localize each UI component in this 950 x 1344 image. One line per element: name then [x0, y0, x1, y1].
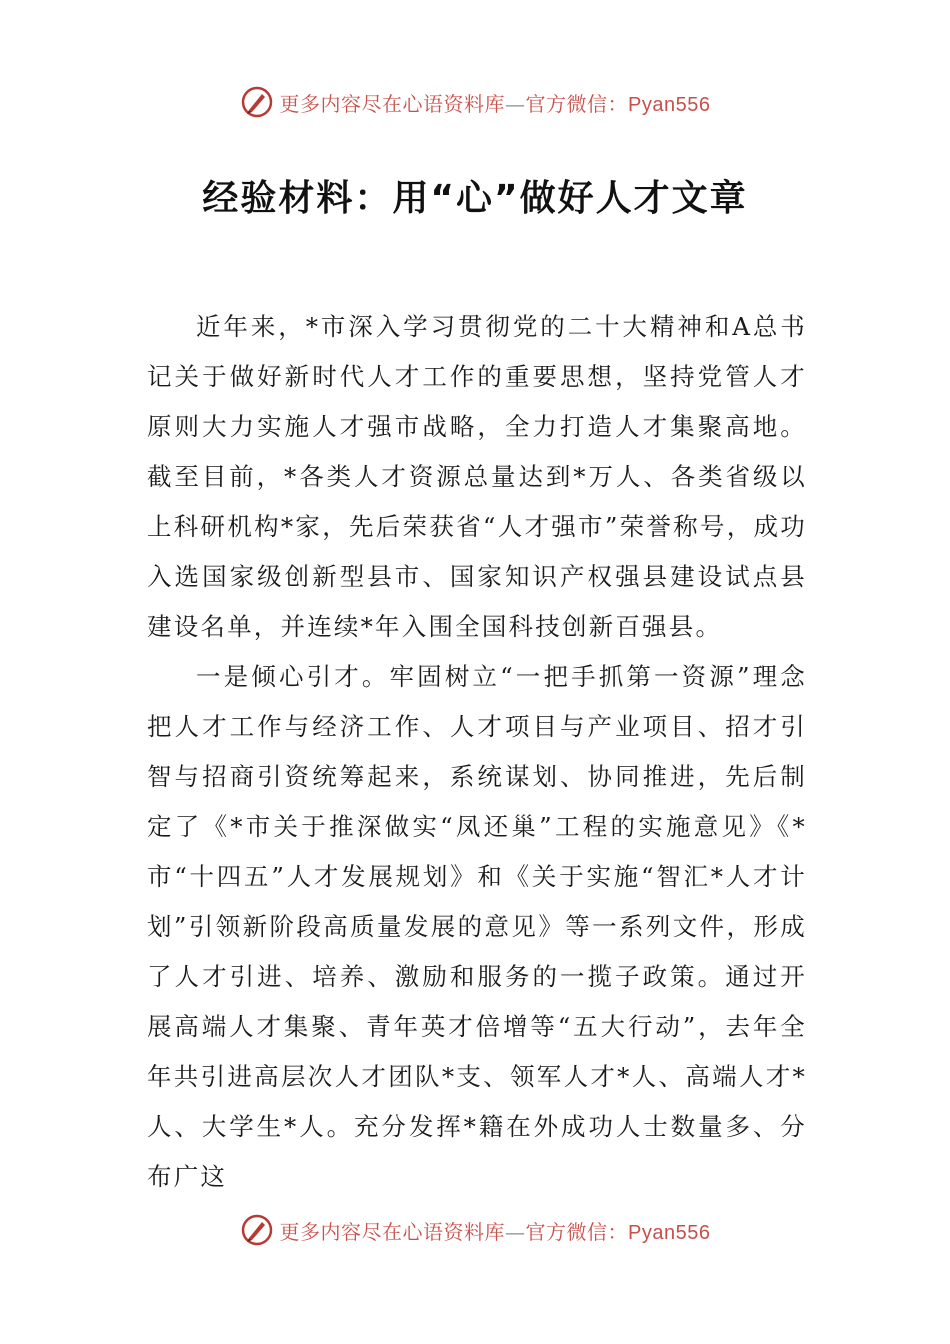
header-watermark: [0, 80, 950, 124]
watermark-suffix: 官方微信：: [525, 91, 629, 116]
document-title: 经验材料：用“心”做好人才文章: [202, 178, 748, 219]
paragraph-1: 近年来，*市深入学习贯彻党的二十大精神和A总书记关于做好新时代人才工作的重要思想，坚持党管人才原则大力实施人才强市战略，全力打造人才集聚高地。截至目前，*各类人才资源总量达到*万人、各类省级以上科研机构*家，先后荣获省“人才强市”荣誉称号，成功入选国家级创新型县市、国家知识产权强县建设试点县建设名单，并连续*年入围全国科技创新百强县。: [147, 312, 807, 641]
watermark-separator: —: [505, 1219, 526, 1244]
watermark-text: 更多内容尽在心语资料库: [279, 91, 506, 116]
document-body: [147, 302, 807, 1202]
watermark-id: Pyan556: [628, 93, 711, 116]
footer-watermark: [0, 1208, 950, 1252]
pen-logo-icon: [240, 85, 274, 119]
watermark-text: 更多内容尽在心语资料库: [279, 1219, 506, 1244]
watermark-separator: —: [505, 91, 526, 116]
paragraph-2: 一是倾心引才。牢固树立“一把手抓第一资源”理念把人才工作与经济工作、人才项目与产业项目、招才引智与招商引资统筹起来，系统谋划、协同推进，先后制定了《*市关于推深做实“凤还巢”工程的实施意见》《*市“十四五”人才发展规划》和《关于实施“智汇*人才计划”引领新阶段高质量发展的意见》等一系列文件，形成了人才引进、培养、激励和服务的一揽子政策。通过开展高端人才集聚、青年英才倍增等“五大行动”，去年全年共引进高层次人才团队*支、领军人才*人、高端人才*人、大学生*人。充分发挥*籍在外成功人士数量多、分布广这: [147, 662, 807, 1191]
watermark-suffix: 官方微信：: [525, 1219, 629, 1244]
watermark-id: Pyan556: [628, 1221, 711, 1244]
pen-logo-icon: [240, 1213, 274, 1247]
